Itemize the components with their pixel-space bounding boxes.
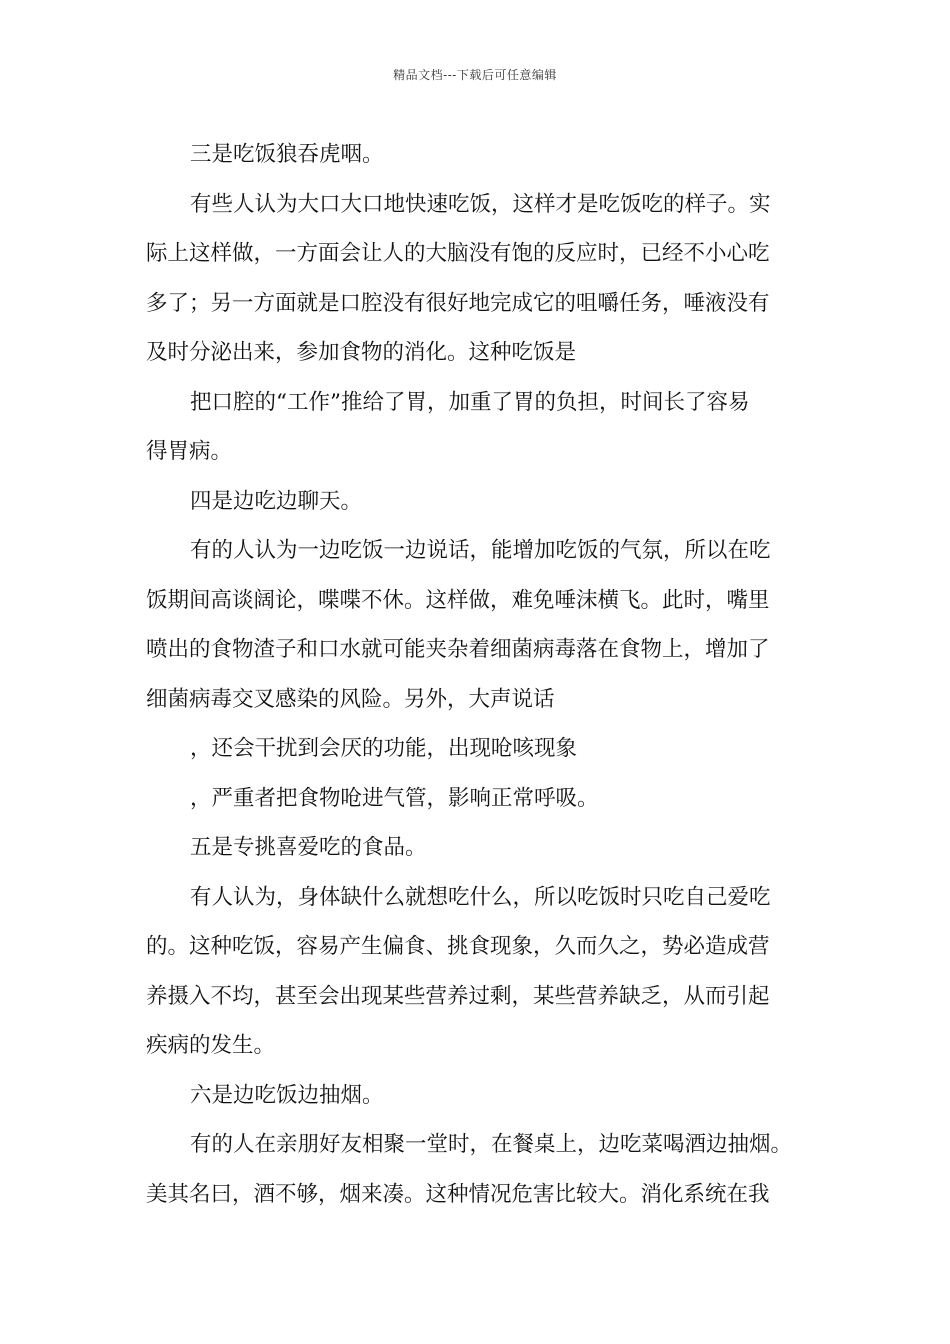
text-line: ，严重者把食物呛进气管，影响正常呼吸。 [190,785,599,811]
text-line: ，还会干扰到会厌的功能，出现呛咳现象 [190,736,578,761]
text-line: 养摄入不均，甚至会出现某些营养过剩，某些营养缺乏，从而引起 [146,983,770,1009]
heading-five [146,823,812,873]
text-line: 有的人认为一边吃饭一边说话，能增加吃饭的气氛，所以在吃 [190,538,771,563]
text-line: 多了；另一方面就是口腔没有很好地完成它的咀嚼任务，唾液没有 [146,290,770,316]
heading-six [146,1071,812,1121]
text-line: 五是专挑喜爱吃的食品。 [190,835,427,860]
paragraph-stomach-burden [146,378,812,477]
paragraph-choking [146,774,812,824]
text-line: 疾病的发生。 [146,1033,276,1058]
text-line: 细菌病毒交叉感染的风险。另外，大声说话 [146,686,555,712]
paragraph-wolfing-food [146,180,812,378]
text-line: 喷出的食物渣子和口水就可能夹杂着细菌病毒落在食物上，增加了 [146,637,770,662]
text-line: 有人认为，身体缺什么就想吃什么，所以吃饭时只吃自己爱吃 [190,884,771,910]
text-line: 及时分泌出来，参加食物的消化。这种吃饭是 [146,340,577,365]
text-line: 把口腔的“工作”推给了胃，加重了胃的负担，时间长了容易 [190,389,750,415]
text-line: 美其名曰，酒不够，烟来凑。这种情况危害比较大。消化系统在我 [146,1181,770,1207]
paragraph-epiglottis [146,724,812,774]
text-line: 得胃病。 [146,439,233,464]
heading-three [146,130,812,180]
paragraph-smoking [146,1120,812,1219]
text-line: 有的人在亲朋好友相聚一堂时，在餐桌上，边吃菜喝酒边抽烟。 [190,1132,793,1157]
text-line: 的。这种吃饭，容易产生偏食、挑食现象，久而久之，势必造成营 [146,934,770,959]
paragraph-chatting [146,526,812,724]
paragraph-picky-eating [146,873,812,1071]
text-line: 六是边吃饭边抽烟。 [190,1082,384,1108]
text-line: 饭期间高谈阔论，喋喋不休。这样做，难免唾沫横飞。此时，嘴里 [146,587,770,613]
heading-four [146,477,812,527]
page-header: 精品文档---下载后可任意编辑 [393,68,557,82]
text-line: 三是吃饭狼吞虎咽。 [190,142,384,167]
document-body [146,130,812,1219]
text-line: 四是边吃边聊天。 [190,488,363,514]
text-line: 有些人认为大口大口地快速吃饭，这样才是吃饭吃的样子。实 [190,191,771,217]
text-line: 际上这样做，一方面会让人的大脑没有饱的反应时，已经不小心吃 [146,241,770,266]
